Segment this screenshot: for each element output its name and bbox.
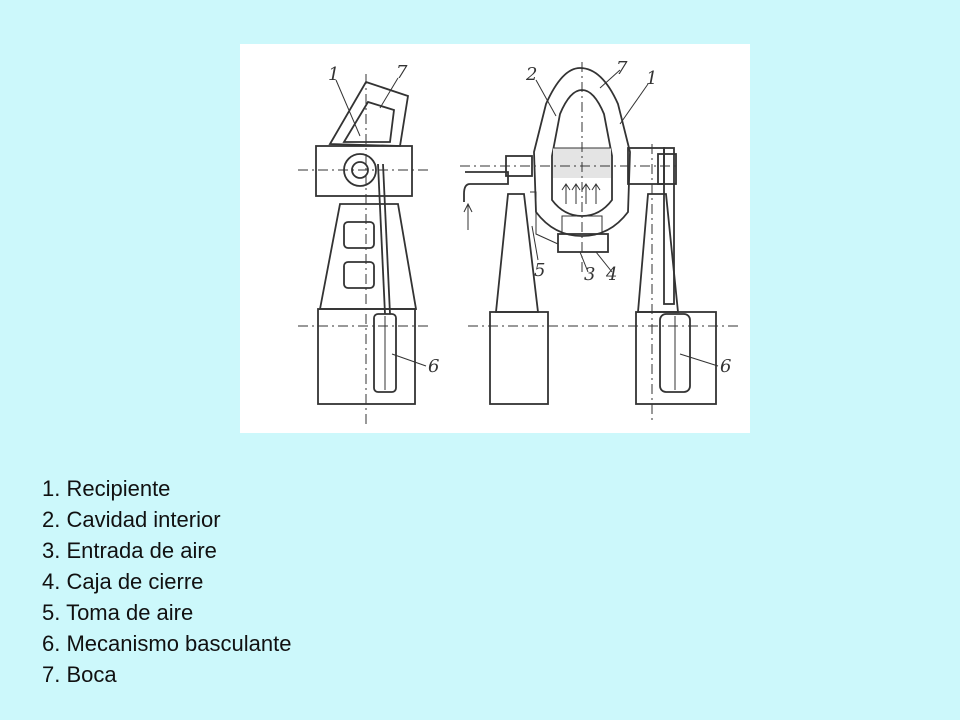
callout-left-1: 1 (328, 64, 340, 85)
left-side-view (298, 74, 430, 424)
middle-section-view (460, 62, 740, 404)
left-trunnion-block (316, 146, 412, 196)
left-mouth (330, 82, 408, 146)
callout-mid-1: 1 (646, 68, 658, 89)
converter-technical-drawing (240, 44, 750, 433)
left-stand (320, 204, 416, 309)
callout-mid-4: 4 (606, 264, 618, 285)
callout-left-6: 6 (428, 356, 440, 377)
right-pedestal (638, 194, 678, 312)
legend-item-recipiente: 1. Recipiente (42, 476, 171, 501)
middle-base-block (490, 312, 548, 404)
legend-item-toma-de-aire: 5. Toma de aire (42, 600, 194, 625)
legend-item-cavidad-interior: 2. Cavidad interior (42, 507, 221, 532)
legend-list (42, 473, 291, 690)
legend-item-mecanismo-basculante: 6. Mecanismo basculante (42, 631, 292, 656)
right-drive-view (636, 144, 718, 424)
callout-mid-3: 3 (584, 264, 596, 285)
legend-item-boca: 7. Boca (42, 662, 117, 687)
air-intake-pipe (464, 172, 508, 202)
legend-item-caja-de-cierre: 4. Caja de cierre (42, 569, 204, 594)
callout-left-7: 7 (396, 62, 408, 83)
legend-item-entrada-de-aire: 3. Entrada de aire (42, 538, 217, 563)
callout-mid-5: 5 (534, 260, 546, 281)
air-flow-arrows (562, 184, 600, 204)
callout-right-6: 6 (720, 356, 732, 377)
callout-mid-2: 2 (526, 64, 538, 85)
callout-mid-7: 7 (616, 58, 628, 79)
middle-pedestal (496, 194, 538, 312)
